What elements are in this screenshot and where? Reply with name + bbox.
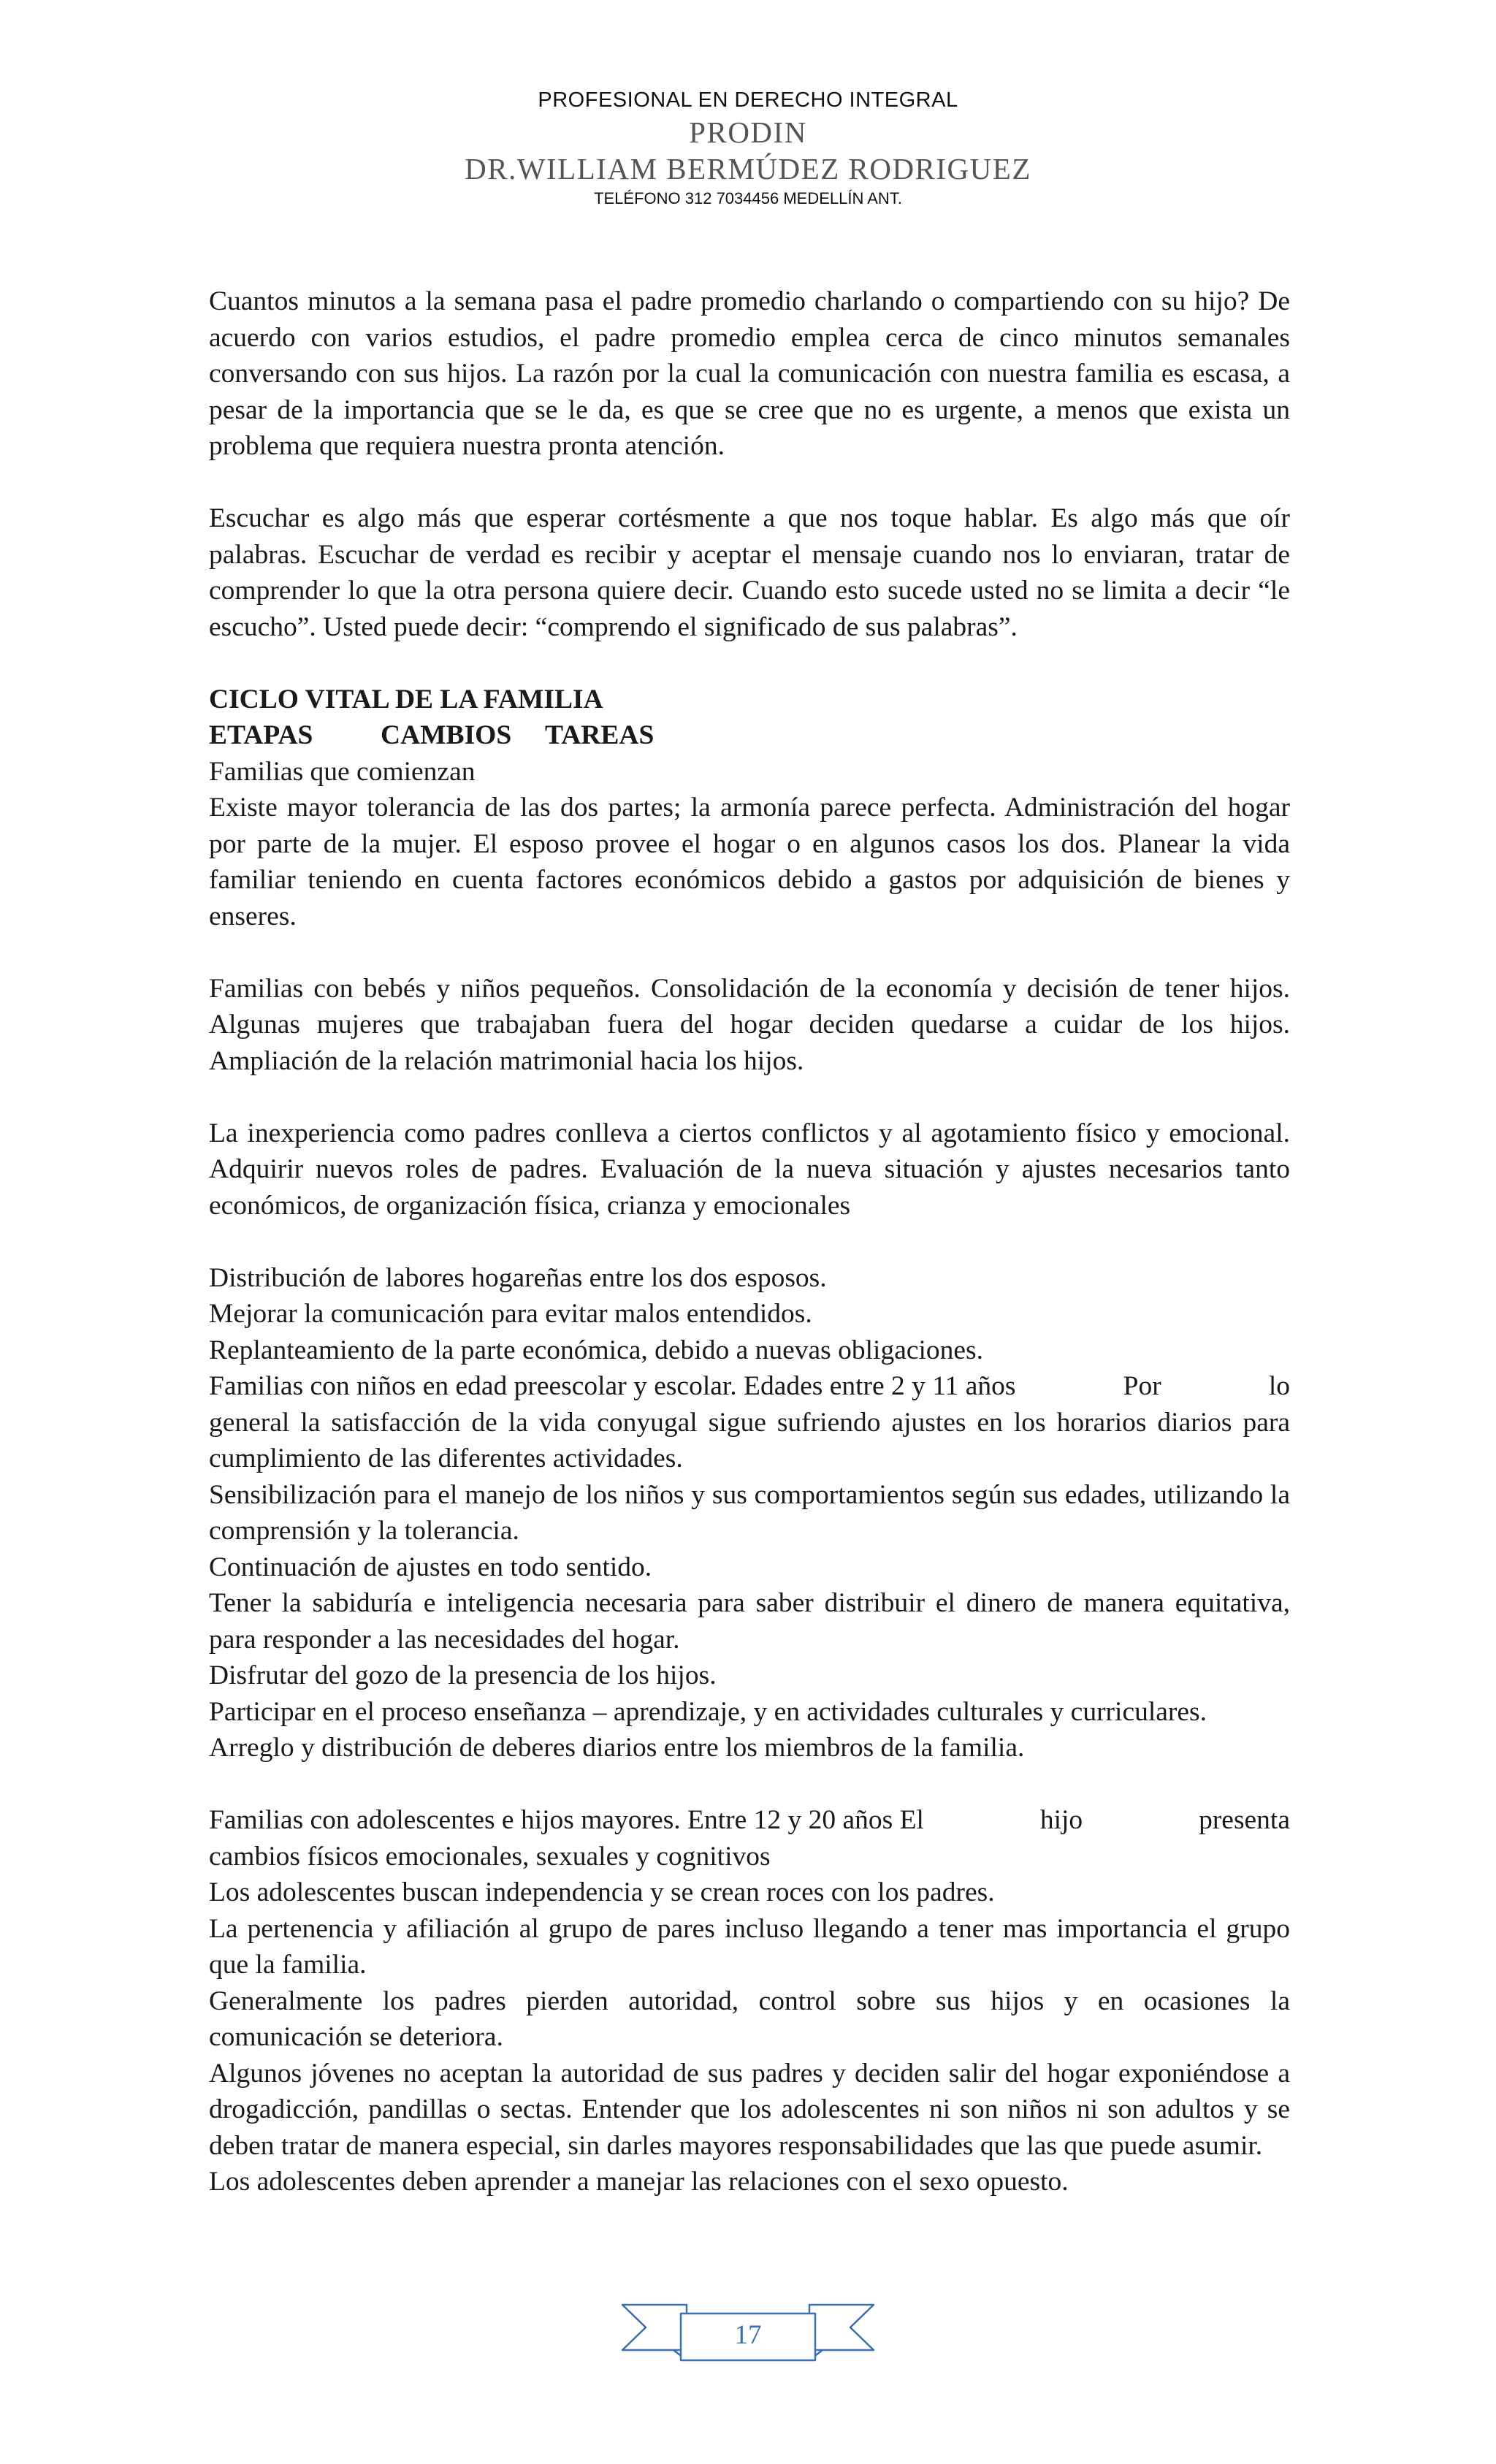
page-number-ribbon	[621, 2297, 875, 2368]
paragraph: Escuchar es algo más que esperar cortésmente a que nos toque hablar. Es algo más que oír palabras. Escuchar de verdad es recibir y aceptar el mensaje cuando nos lo enviaran, tratar de comprender lo que la otra persona quiere decir. Cuando esto sucede usted no se limita a decir “le escucho”. Usted puede decir: “comprendo el significado de sus palabras”.	[209, 503, 1290, 642]
text-line: Continuación de ajustes en todo sentido.	[209, 1552, 652, 1582]
header-phone: TELÉFONO 312 7034456 MEDELLÍN ANT.	[594, 189, 902, 207]
table-heading-row	[209, 717, 1290, 754]
text-fragment: presenta	[1199, 1805, 1290, 1835]
page-header	[0, 86, 1496, 210]
header-firm-name: PROFESIONAL EN DERECHO INTEGRAL	[538, 88, 958, 112]
paragraph: Participar en el proceso enseñanza – aprendizaje, y en actividades culturales y curriculares.	[209, 1696, 1207, 1727]
header-lawyer-name: DR.WILLIAM BERMÚDEZ RODRIGUEZ	[465, 152, 1031, 186]
text-line: Arreglo y distribución de deberes diarios entre los miembros de la familia.	[209, 1733, 1025, 1763]
text-fragment: Por	[1123, 1371, 1161, 1401]
heading-col-etapas: ETAPAS	[209, 720, 313, 750]
paragraph: La pertenencia y afiliación al grupo de pares incluso llegando a tener mas importancia el grupo que la familia.	[209, 1913, 1290, 1980]
heading-col-tareas: TAREAS	[545, 720, 654, 750]
text-line: cambios físicos emocionales, sexuales y cognitivos	[209, 1841, 771, 1872]
header-acronym: PRODIN	[689, 115, 807, 149]
text-line: Los adolescentes buscan independencia y se crean roces con los padres.	[209, 1877, 995, 1907]
paragraph: Algunos jóvenes no aceptan la autoridad de sus padres y deciden salir del hogar exponiéndose a drogadicción, pandillas o sectas. Entender que los adolescentes ni son niños ni son adultos y se deben tratar de manera especial, sin darles mayores responsabilidades que las que puede asumir.	[209, 2058, 1290, 2161]
text-line-spread	[209, 1802, 1290, 1839]
text-line: Distribución de labores hogareñas entre los dos esposos.	[209, 1262, 827, 1293]
text-line: Mejorar la comunicación para evitar malos entendidos.	[209, 1299, 812, 1329]
heading-col-cambios: CAMBIOS	[381, 720, 512, 750]
text-line: Los adolescentes deben aprender a manejar las relaciones con el sexo opuesto.	[209, 2167, 1069, 2197]
paragraph: Tener la sabiduría e inteligencia necesaria para saber distribuir el dinero de manera equitativa, para responder a las necesidades del hogar.	[209, 1588, 1290, 1655]
page-number: 17	[734, 2320, 762, 2350]
text-line: Familias que comienzan	[209, 756, 476, 787]
text-fragment: Familias con adolescentes e hijos mayores. Entre 12 y 20 años El	[209, 1805, 924, 1835]
text-fragment: hijo	[1039, 1805, 1083, 1835]
text-line: Replanteamiento de la parte económica, debido a nuevas obligaciones.	[209, 1335, 984, 1365]
paragraph: Sensibilización para el manejo de los niños y sus comportamientos según sus edades, utilizando la comprensión y la tolerancia.	[209, 1479, 1290, 1546]
paragraph: Cuantos minutos a la semana pasa el padre promedio charlando o compartiendo con su hijo? De acuerdo con varios estudios, el padre promedio emplea cerca de cinco minutos semanales conversando con sus hijos. La razón por la cual la comunicación con nuestra familia es escasa, a pesar de la importancia que se le da, es que se cree que no es urgente, a menos que exista un problema que requiera nuestra pronta atención.	[209, 286, 1290, 461]
paragraph: Existe mayor tolerancia de las dos partes; la armonía parece perfecta. Administración del hogar por parte de la mujer. El esposo provee el hogar o en algunos casos los dos. Planear la vida familiar teniendo en cuenta factores económicos debido a gastos por adquisición de bienes y enseres.	[209, 793, 1290, 931]
paragraph: La inexperiencia como padres conlleva a ciertos conflictos y al agotamiento físico y emocional. Adquirir nuevos roles de padres. Evaluación de la nueva situación y ajustes necesarios tanto económicos, de organización física, crianza y emocionales	[209, 1118, 1290, 1221]
section-heading: CICLO VITAL DE LA FAMILIA	[209, 684, 603, 714]
text-fragment: lo	[1268, 1371, 1290, 1401]
document-body	[209, 283, 1290, 2200]
text-line-spread	[209, 1368, 1290, 1405]
paragraph: Generalmente los padres pierden autoridad, control sobre sus hijos y en ocasiones la comunicación se deteriora.	[209, 1986, 1290, 2052]
text-line: Disfrutar del gozo de la presencia de los hijos.	[209, 1660, 717, 1690]
paragraph: general la satisfacción de la vida conyugal sigue sufriendo ajustes en los horarios diarios para cumplimiento de las diferentes actividades.	[209, 1407, 1290, 1473]
text-fragment: Familias con niños en edad preescolar y escolar. Edades entre 2 y 11 años	[209, 1371, 1016, 1401]
paragraph: Familias con bebés y niños pequeños. Consolidación de la economía y decisión de tener hijos. Algunas mujeres que trabajaban fuera del hogar deciden quedarse a cuidar de los hijos. Ampliación de la relación matrimonial hacia los hijos.	[209, 973, 1290, 1076]
